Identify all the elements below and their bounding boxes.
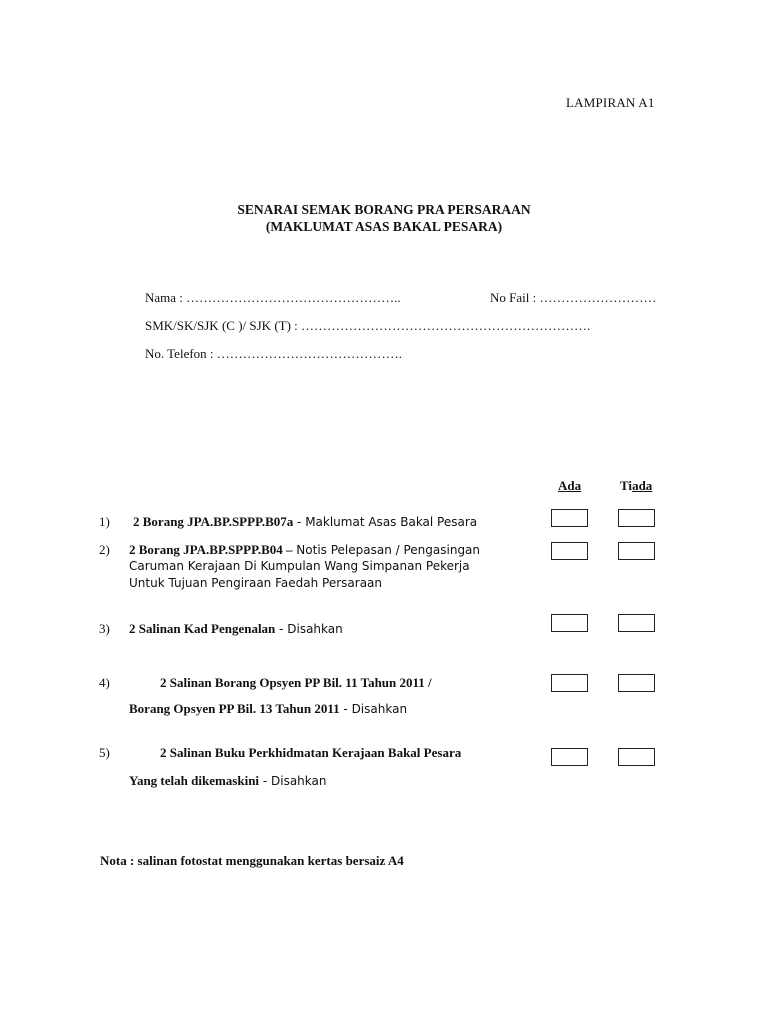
- item-number: 5): [99, 745, 110, 760]
- item-description: - Maklumat Asas Bakal Pesara: [293, 515, 478, 529]
- tiada-checkbox-5[interactable]: [618, 748, 655, 766]
- ada-checkbox-2[interactable]: [551, 542, 588, 560]
- column-tiada-underlined: ada: [632, 478, 653, 493]
- column-tiada-prefix: Ti: [620, 478, 633, 493]
- ada-checkbox-5[interactable]: [551, 748, 588, 766]
- checklist-item-4-line2: [129, 701, 407, 717]
- document-subtitle: (MAKLUMAT ASAS BAKAL PESARA): [265, 219, 503, 234]
- column-tiada-header: [620, 478, 652, 494]
- item-description: Notis Pelepasan / Pengasingan: [292, 543, 481, 557]
- lampiran-label: LAMPIRAN A1: [566, 95, 655, 110]
- item-title-line2: Yang telah dikemaskini: [129, 773, 260, 788]
- checklist-item-2: [129, 542, 480, 558]
- ada-checkbox-3[interactable]: [551, 614, 588, 632]
- item-title: 2 Salinan Borang Opsyen PP Bil. 11 Tahun 2011 /: [160, 675, 432, 690]
- ada-checkbox-1[interactable]: [551, 509, 588, 527]
- column-ada-header: Ada: [558, 478, 582, 493]
- item-description: - Disahkan: [275, 622, 343, 636]
- item-number: 2): [99, 542, 110, 557]
- checklist-item-5: [160, 745, 461, 761]
- sekolah-field: SMK/SK/SJK (C )/ SJK (T) : ………………………………………………………….: [145, 318, 591, 333]
- item-title-line2: Borang Opsyen PP Bil. 13 Tahun 2011: [129, 701, 340, 716]
- nama-field: Nama : …………………………………………..: [145, 290, 401, 305]
- telefon-field: No. Telefon : …………………………………….: [145, 346, 403, 361]
- tiada-checkbox-3[interactable]: [618, 614, 655, 632]
- ada-checkbox-4[interactable]: [551, 674, 588, 692]
- checklist-item-1: [133, 514, 477, 530]
- item-description: - Disahkan: [339, 702, 408, 716]
- tiada-checkbox-2[interactable]: [618, 542, 655, 560]
- tiada-checkbox-1[interactable]: [618, 509, 655, 527]
- item-description-line3: Untuk Tujuan Pengiraan Faedah Persaraan: [129, 576, 383, 590]
- document-title: SENARAI SEMAK BORANG PRA PERSARAAN: [237, 202, 531, 217]
- item-title: 2 Salinan Kad Pengenalan: [129, 621, 276, 636]
- nota-text: Nota : salinan fotostat menggunakan kertas bersaiz A4: [100, 853, 404, 868]
- no-fail-field: No Fail : ………………………: [490, 290, 657, 305]
- item-number: 3): [99, 621, 110, 636]
- tiada-checkbox-4[interactable]: [618, 674, 655, 692]
- item-description: - Disahkan: [259, 774, 327, 788]
- checklist-item-3: [129, 621, 343, 637]
- item-title: 2 Salinan Buku Perkhidmatan Kerajaan Bakal Pesara: [160, 745, 462, 760]
- checklist-item-4: [160, 675, 432, 691]
- item-description-line2: Caruman Kerajaan Di Kumpulan Wang Simpanan Pekerja: [129, 559, 470, 573]
- checklist-item-5-line2: [129, 773, 327, 789]
- item-number: 1): [99, 514, 110, 529]
- item-title: 2 Borang JPA.BP.SPPP.B07a: [133, 514, 294, 529]
- item-number: 4): [99, 675, 110, 690]
- item-title: 2 Borang JPA.BP.SPPP.B04 –: [129, 542, 293, 557]
